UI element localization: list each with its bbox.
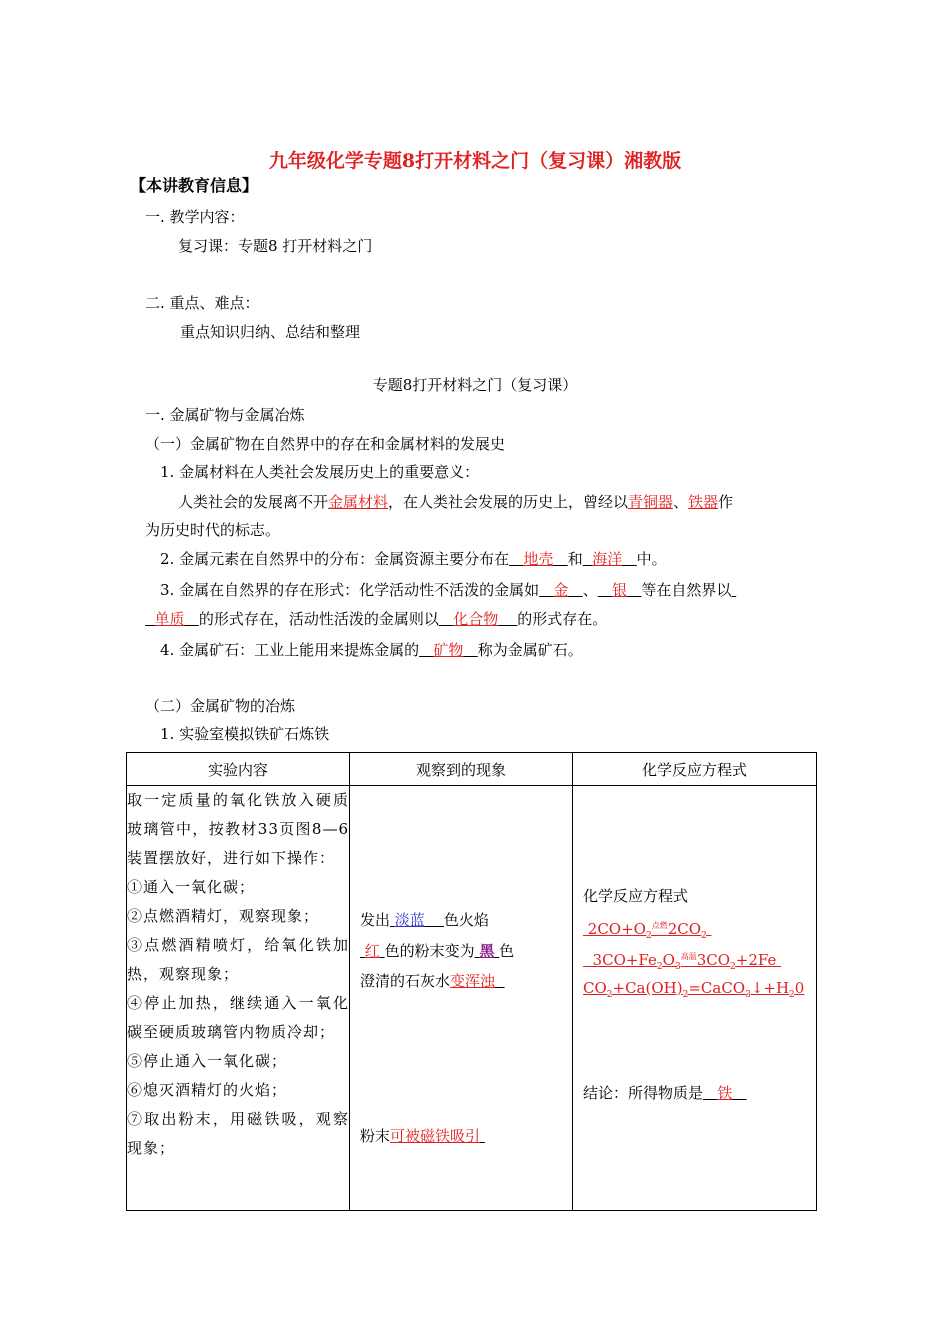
text: ，在人类社会发展的历史上，曾经以: [388, 493, 629, 511]
blank: [439, 610, 517, 628]
observation-cell: [350, 786, 573, 1211]
text: 人类社会的发展离不开: [178, 493, 329, 511]
page-title: 九年级化学专题8打开材料之门（复习课）湘教版: [268, 150, 682, 172]
subscript: 2: [682, 990, 689, 1000]
step: ⑤停止通入一氧化碳；: [127, 1052, 288, 1070]
answer: 变浑浊: [450, 972, 496, 990]
section-2-content: 重点知识归纳、总结和整理: [180, 323, 361, 341]
blank: [539, 581, 583, 599]
answer: 化合物: [453, 610, 499, 628]
step: ①通入一氧化碳；: [127, 878, 256, 896]
subscript: 2: [606, 990, 613, 1000]
text: 3CO+Fe: [592, 951, 657, 969]
blank: [360, 942, 385, 960]
text: 4. 金属矿石：工业上能用来提炼金属的: [160, 641, 420, 659]
blank: [475, 942, 500, 960]
answer: 青铜器: [628, 493, 674, 511]
observation-powder: [360, 941, 514, 961]
blank: [450, 972, 505, 990]
answer: 铁器: [688, 493, 719, 511]
subscript: 2: [701, 931, 707, 941]
text: 称为金属矿石。: [477, 641, 583, 659]
text: 等在自然界以: [641, 581, 732, 599]
text: 3. 金属在自然界的存在形式：化学活动性不活泼的金属如: [160, 581, 540, 599]
blank: [509, 550, 568, 568]
info-header: 【本讲教育信息】: [130, 176, 259, 195]
blank: [145, 610, 199, 628]
answer: 海洋: [592, 550, 623, 568]
text: 色的粉末变为: [384, 942, 475, 960]
text: 发出: [360, 911, 391, 929]
answer: 单质: [154, 610, 185, 628]
text: 的形式存在。: [517, 610, 608, 628]
condition: 高温: [680, 952, 697, 961]
answer: 铁: [717, 1084, 733, 1102]
text: 澄清的石灰水: [360, 972, 451, 990]
conclusion: [583, 1083, 747, 1103]
subtitle: 专题8打开材料之门（复习课）: [372, 376, 578, 394]
step: ④停止加热，继续通入一氧化碳至硬质玻璃管内物质冷却；: [127, 994, 349, 1041]
step: ⑦取出粉末，用磁铁吸，观察现象；: [127, 1110, 349, 1157]
condition: 点燃: [651, 921, 668, 930]
table-header: 观察到的现象: [350, 753, 573, 786]
observation-magnet: [360, 1126, 485, 1146]
subscript: 3: [745, 990, 751, 1000]
text: 和: [567, 550, 583, 568]
step: ②点燃酒精灯，观察现象；: [127, 907, 320, 925]
answer: 金: [553, 581, 569, 599]
section-1-heading: 一. 教学内容：: [145, 208, 245, 226]
equation-3: [583, 978, 804, 1005]
subscript: 2: [656, 962, 663, 972]
point-1-title: 1. 金属材料在人类社会发展历史上的重要意义：: [160, 463, 480, 481]
blank: [390, 911, 444, 929]
experiment-table: [126, 752, 817, 1211]
answer: 地壳: [523, 550, 554, 568]
section-2-heading: 二. 重点、难点：: [145, 294, 260, 312]
text: 中。: [636, 550, 667, 568]
point-3-line-1: [160, 580, 736, 600]
equation-label: 化学反应方程式: [583, 887, 689, 905]
observation-limewater: [360, 971, 505, 991]
equation-1: [583, 916, 712, 946]
equation-cell: [573, 786, 817, 1211]
text: =CaCO: [688, 979, 746, 997]
text: 2CO+O: [587, 920, 646, 938]
subscript: 2: [730, 962, 736, 972]
text: O: [662, 951, 675, 969]
point-2: [160, 549, 667, 569]
observation-flame: [360, 910, 489, 930]
equation-2: [583, 947, 781, 977]
blank: [583, 550, 637, 568]
text: 0: [794, 979, 805, 997]
answer: 矿物: [433, 641, 464, 659]
text: +2Fe: [735, 951, 777, 969]
subscript: 2: [645, 931, 652, 941]
part-1-sub-heading: （一）金属矿物在自然界中的存在和金属材料的发展史: [145, 435, 506, 453]
part-1-sub-heading-2: （二）金属矿物的冶炼: [145, 697, 296, 715]
blank: [703, 1084, 747, 1102]
text: 色火焰: [443, 911, 489, 929]
experiment-title: 1. 实验室模拟铁矿石炼铁: [160, 725, 330, 743]
blank: [598, 581, 642, 599]
table-header: 实验内容: [127, 753, 350, 786]
text: ↓+H: [750, 979, 790, 997]
subscript: 3: [674, 962, 681, 972]
table-header: 化学反应方程式: [573, 753, 817, 786]
point-1-line-2: 为历史时代的标志。: [145, 521, 281, 539]
blank: [419, 641, 478, 659]
step: ⑥熄灭酒精灯的火焰；: [127, 1081, 288, 1099]
text: 、: [673, 493, 689, 511]
answer: 金属材料: [328, 493, 389, 511]
text: 3CO: [696, 951, 731, 969]
answer: 淡蓝: [394, 911, 425, 929]
subscript: 2: [789, 990, 795, 1000]
text: 的形式存在，活动性活泼的金属则以: [198, 610, 439, 628]
part-1-heading: 一. 金属矿物与金属冶炼: [145, 406, 305, 424]
text: 色: [499, 942, 515, 960]
experiment-content: 取一定质量的氧化铁放入硬质玻璃管中，按教材33页图8—6装置摆放好，进行如下操作：: [127, 791, 349, 867]
answer: 黑: [479, 942, 495, 960]
point-1-line-1: [178, 492, 733, 512]
section-1-content: 复习课：专题8 打开材料之门: [178, 237, 373, 255]
text: 作: [718, 493, 734, 511]
answer: 可被磁铁吸引: [390, 1127, 481, 1145]
text: 结论：所得物质是: [583, 1084, 704, 1102]
answer: 银: [612, 581, 628, 599]
text: CO: [583, 979, 607, 997]
answer: 红: [364, 942, 380, 960]
blank: [390, 1127, 485, 1145]
text: 2CO: [667, 920, 702, 938]
point-3-line-2: [145, 609, 607, 629]
step: ③点燃酒精喷灯，给氧化铁加热，观察现象；: [127, 936, 349, 983]
point-4: [160, 640, 583, 660]
text: 、: [582, 581, 598, 599]
experiment-content-cell: [127, 786, 350, 1211]
text: +Ca(OH): [612, 979, 683, 997]
text: 2. 金属元素在自然界中的分布：金属资源主要分布在: [160, 550, 510, 568]
text: 粉末: [360, 1127, 391, 1145]
